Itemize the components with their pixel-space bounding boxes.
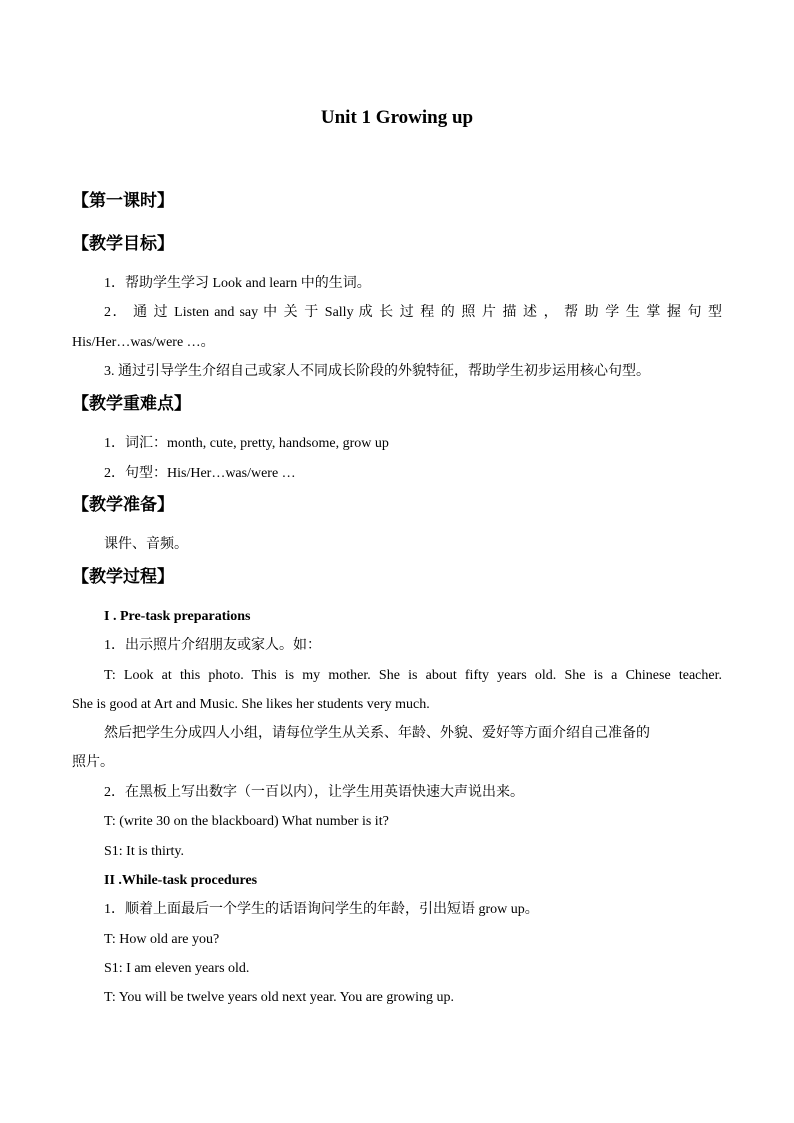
objectives-heading: 【教学目标】	[72, 234, 174, 253]
key-point-item-2: 2．句型：His/Her…was/were …	[104, 466, 296, 481]
part-1-group-line-2: 照片。	[72, 755, 114, 770]
part-1-group-line-1: 然后把学生分成四人小组，请每位学生从关系、年龄、外貌、爱好等方面介绍自己准备的	[104, 726, 650, 741]
part-1-step-1: 1．出示照片介绍朋友或家人。如：	[104, 638, 321, 653]
part-2-step-1: 1．顺着上面最后一个学生的话语询问学生的年龄，引出短语 grow up。	[104, 902, 539, 917]
part-1-teacher-line-2: She is good at Art and Music. She likes her students very much.	[72, 697, 430, 712]
preparation-heading: 【教学准备】	[72, 495, 174, 514]
part-1-teacher-line-1: T: Look at this photo. This is my mother. She is about fifty years old. She is a Chinese teacher.	[104, 668, 722, 683]
document-title: Unit 1 Growing up	[320, 107, 474, 128]
key-point-item-1: 1．词汇：month, cute, pretty, handsome, grow up	[104, 436, 389, 451]
part-2-title: II .While-task procedures	[104, 873, 258, 888]
part-1-step-2: 2．在黑板上写出数字（一百以内），让学生用英语快速大声说出来。	[104, 785, 524, 800]
part-1-title: I . Pre-task preparations	[104, 609, 251, 624]
key-points-heading: 【教学重难点】	[72, 394, 191, 413]
part-2-teacher-question: T: How old are you?	[104, 932, 220, 947]
part-1-teacher-question: T: (write 30 on the blackboard) What number is it?	[104, 814, 389, 829]
objective-item-3: 3. 通过引导学生介绍自己或家人不同成长阶段的外貌特征，帮助学生初步运用核心句型。	[104, 364, 650, 379]
objective-item-1: 1．帮助学生学习 Look and learn 中的生词。	[104, 276, 371, 291]
part-2-teacher-reply: T: You will be twelve years old next year. You are growing up.	[104, 990, 455, 1005]
process-heading: 【教学过程】	[72, 567, 174, 586]
objective-item-2-line-2: His/Her…was/were …。	[72, 335, 215, 350]
part-2-student-answer: S1: I am eleven years old.	[104, 961, 250, 976]
objective-item-2-line-1: 2． 通 过 Listen and say 中 关 于 Sally 成 长 过 程 的 照 片 描 述 ， 帮 助 学 生 掌 握 句 型	[104, 305, 722, 320]
preparation-text: 课件、音频。	[104, 537, 188, 552]
lesson-label: 【第一课时】	[72, 191, 174, 210]
part-1-student-answer: S1: It is thirty.	[104, 844, 184, 859]
